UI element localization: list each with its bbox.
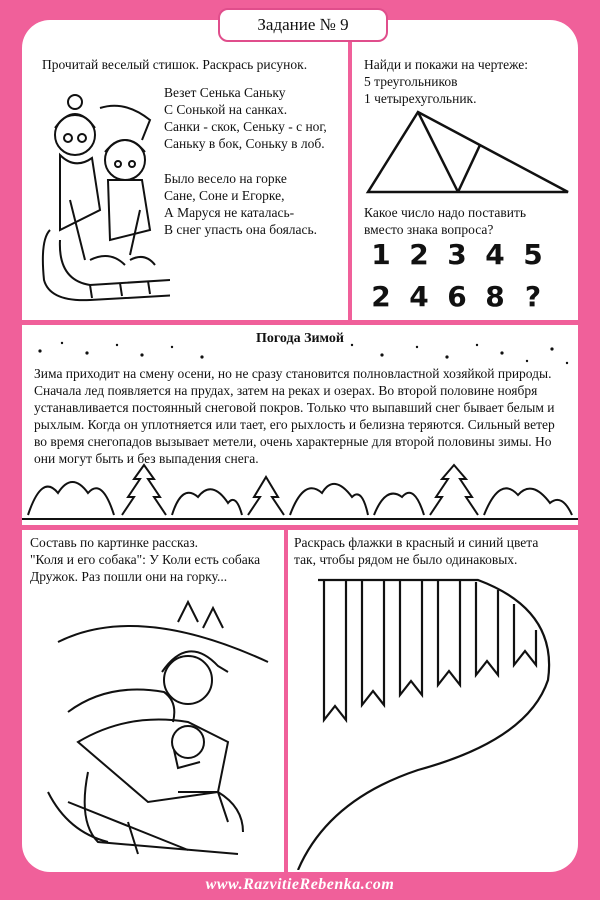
poem-stanza-1	[164, 84, 327, 152]
triangle-task-line: Найди и покажи на чертеже:	[364, 57, 529, 72]
triangle-task-line: 1 четырехугольник.	[364, 91, 477, 106]
poem-line: Везет Сенька Саньку	[164, 85, 286, 100]
number: 4	[409, 280, 429, 313]
poem-line: Сане, Соне и Егорке,	[164, 188, 285, 203]
page-title: Задание № 9	[218, 8, 388, 42]
poem-panel	[22, 20, 348, 320]
poem-line: А Маруся не каталась-	[164, 205, 295, 220]
number-sequence-1	[362, 238, 552, 271]
number-question-line: Какое число надо поставить	[364, 205, 527, 220]
triangles-panel	[352, 20, 578, 320]
poem-line: С Сонькой на санках.	[164, 102, 288, 117]
triangles-figure	[362, 106, 572, 206]
number-question-line: вместо знака вопроса?	[364, 222, 494, 237]
number: 2	[409, 238, 429, 271]
story-line: Составь по картинке рассказ.	[30, 535, 199, 550]
poem-line: В снег упасть она боялась.	[164, 222, 318, 237]
kids-on-sled-illustration	[30, 80, 170, 310]
number: 8	[485, 280, 505, 313]
weather-title: Погода Зимой	[256, 331, 344, 346]
triangle-task-line: 5 треугольников	[364, 74, 458, 89]
weather-text: Зима приходит на смену осени, но не сразу становится полновластной хозяйкой природы. Сначала лед появляется на прудах, затем на реках и озерах. Во второй половине ноября устанавливается постоянный снеговой покров. Только что выпавший снег бывает белым и рыхлым. Когда он уплотняется или тает, его рыхлость и белизна теряются. Сильный ветер во время снегопадов вызывает метели, очень характерные для второй половины зимы. Но они могут быть и без выпадения снега.	[34, 366, 555, 466]
poem-line: Саньку в бок, Соньку в лоб.	[164, 136, 325, 151]
number-sequence-2	[362, 280, 552, 313]
poem-stanza-2	[164, 170, 317, 238]
trees-decoration	[22, 463, 578, 525]
story-panel	[22, 530, 284, 872]
number: 6	[447, 280, 467, 313]
story-line: "Коля и его собака": У Коли есть собака	[30, 552, 261, 567]
footer-url[interactable]: www.RazvitieRebenka.com	[205, 876, 395, 893]
story-line: Дружок. Раз пошли они на горку...	[30, 569, 228, 584]
number: 2	[371, 280, 391, 313]
poem-line: Было весело на горке	[164, 171, 287, 186]
number: ?	[524, 280, 542, 313]
number: 5	[523, 238, 543, 271]
poem-instruction: Прочитай веселый стишок. Раскрась рисунок.	[42, 57, 308, 72]
flags-garland-figure	[288, 570, 578, 870]
flags-line: Раскрась флажки в красный и синий цвета	[294, 535, 539, 550]
flags-line: так, чтобы рядом не было одинаковых.	[294, 552, 518, 567]
number: 4	[485, 238, 505, 271]
number: 3	[447, 238, 467, 271]
flags-panel	[288, 530, 578, 872]
poem-line: Санки - скок, Сеньку - с ног,	[164, 119, 327, 134]
boy-and-dog-sled-illustration	[28, 592, 278, 868]
weather-panel	[22, 325, 578, 525]
number: 1	[371, 238, 391, 271]
